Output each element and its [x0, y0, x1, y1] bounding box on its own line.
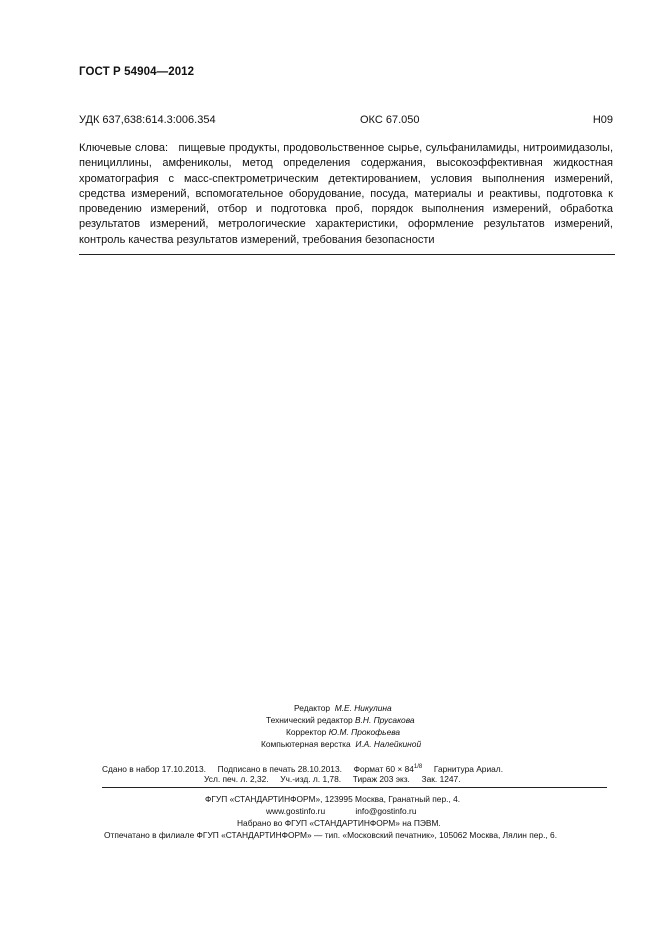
publication-line-2: [204, 774, 461, 786]
credit-corrector: Корректор Ю.М. Прокофьева: [286, 727, 401, 737]
tirazh-info: Тираж 203 экз.: [352, 774, 410, 784]
publisher-address: ФГУП «СТАНДАРТИНФОРМ», 123995 Москва, Гранатный пер., 4.: [205, 794, 461, 804]
credit-tech-editor: Технический редактор В.Н. Прусакова: [266, 715, 415, 725]
keywords-text: пищевые продукты, продовольственное сырье, сульфаниламиды, нитроимидазолы, пенициллины, амфениколы, метод определения содержания, высокоэффективная жидкостная хроматография с масс-спектрометрическим детектированием, условия выполнения измерений, средства измерений, вспомогательное оборудование, посуда, материалы и реактивы, подготовка к проведению измерений, отбор и подготовка проб, порядок выполнения измерений, обработка результатов измерений, метрологические характеристики, оформление результатов измерений, контроль качества результатов измерений, требования безопасности: [79, 142, 614, 246]
udk-code: УДК 637,638:614.3:006.354: [79, 114, 216, 126]
typeset-note: Набрано во ФГУП «СТАНДАРТИНФОРМ» на ПЭВМ.: [237, 818, 441, 828]
category-code: Н09: [592, 114, 613, 126]
order-info: Зак. 1247.: [421, 774, 461, 784]
keywords-label: Ключевые слова:: [79, 142, 169, 154]
email-link[interactable]: info@gostinfo.ru: [355, 806, 417, 816]
document-designation: ГОСТ Р 54904—2012: [79, 66, 195, 78]
usl-info: Усл. печ. л. 2,32.: [204, 774, 269, 784]
signed-date: Подписано в печать 28.10.2013.: [217, 763, 342, 774]
credit-editor: Редактор М.Е. Никулина: [294, 703, 392, 713]
publisher-contacts: [266, 806, 417, 818]
uch-info: Уч.-изд. л. 1,78.: [280, 774, 342, 784]
credit-layout: Компьютерная верстка И.А. Налейкиной: [261, 739, 422, 749]
oks-code: ОКС 67.050: [360, 114, 420, 126]
format-info: Формат $60 \times 84^{1/8}$: [353, 763, 423, 774]
format-fraction: 1/8: [413, 764, 423, 770]
printed-note: Отпечатано в филиале ФГУП «СТАНДАРТИНФОРМ» — тип. «Московский печатник», 105062 Москва, Лялин пер., 6.: [104, 830, 558, 840]
classification-row: [79, 114, 613, 130]
font-info: Гарнитура Ариал.: [433, 763, 504, 774]
keywords-paragraph: [79, 141, 613, 248]
website-link[interactable]: www.gostinfo.ru: [266, 806, 326, 816]
divider-bottom: [102, 787, 607, 788]
sent-date: Сдано в набор 17.10.2013.: [102, 763, 206, 774]
divider-top: [79, 254, 615, 255]
